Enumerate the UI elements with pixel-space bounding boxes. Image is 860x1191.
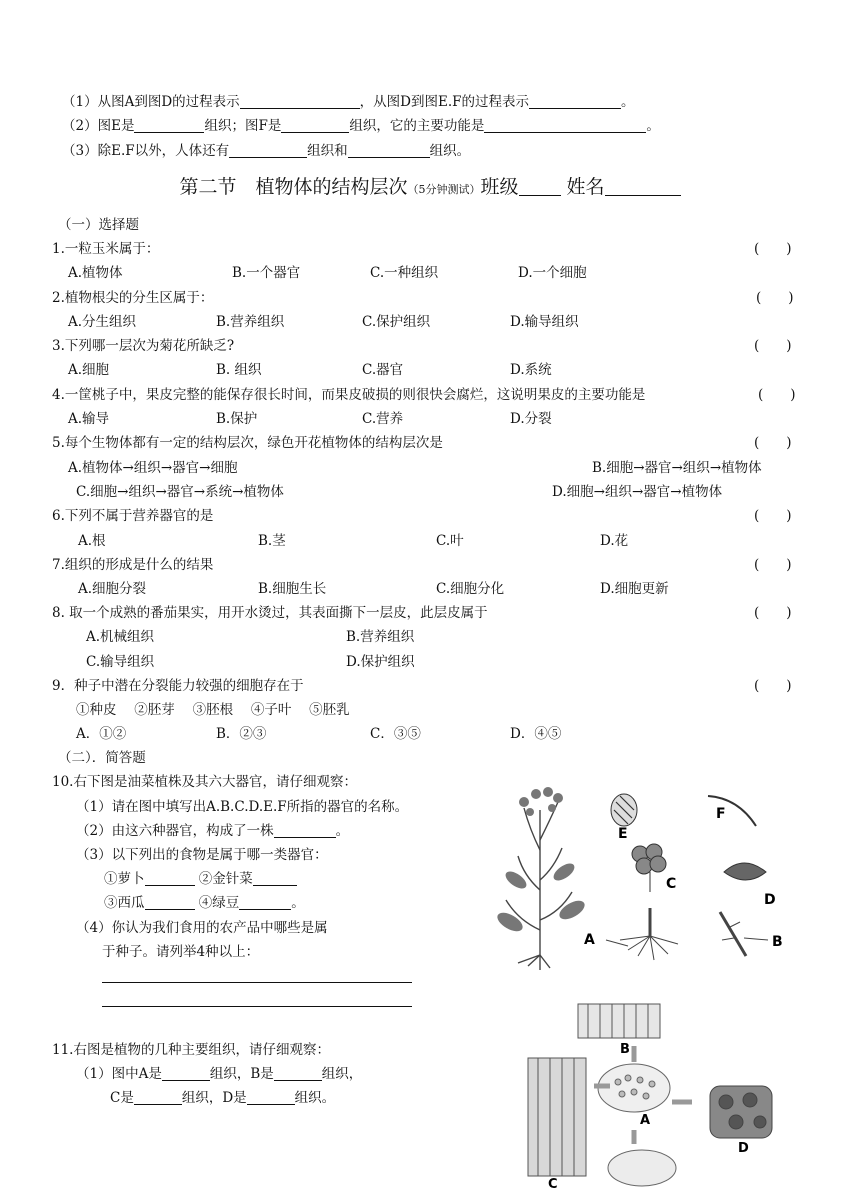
q10-sub2: （2）由这六种器官，构成了一株 。 — [76, 823, 350, 839]
label-c: C — [666, 876, 677, 892]
top-q2: （2）图E是 组织；图F是 组织，它的主要功能是 。 — [62, 118, 660, 134]
answer-paren[interactable]: ( ) — [754, 435, 792, 451]
q10-stem: 10.右下图是油菜植株及其六大器官，请仔细观察： — [52, 774, 357, 790]
option[interactable]: B.保护 — [216, 411, 258, 427]
option[interactable]: A.细胞 — [68, 362, 110, 378]
option[interactable]: D.系统 — [510, 362, 552, 378]
tissue-d-illustration — [710, 1086, 772, 1138]
option[interactable]: B.细胞→器官→组织→植物体 — [592, 460, 762, 476]
q10-sub1: （1）请在图中填写出A.B.C.D.E.F所指的器官的名称。 — [76, 799, 409, 815]
tissue-illustration — [608, 1150, 676, 1186]
organ-c-illustration — [632, 844, 666, 892]
option[interactable]: C.保护组织 — [362, 314, 431, 330]
blank[interactable] — [274, 823, 336, 838]
label-b: B — [620, 1042, 630, 1057]
option[interactable]: C.营养 — [362, 411, 404, 427]
question-stem: 2.植物根尖的分生区属于： — [52, 290, 214, 306]
option[interactable]: A.分生组织 — [68, 314, 137, 330]
option[interactable]: D.分裂 — [510, 411, 552, 427]
top-q1: （1）从图A到图D的过程表示 ，从图D到图E.F的过程表示 。 — [62, 94, 635, 110]
answer-paren[interactable]: ( ) — [754, 338, 792, 354]
blank[interactable] — [239, 895, 291, 910]
blank[interactable] — [162, 1066, 210, 1081]
blank[interactable] — [529, 94, 621, 109]
plant-tissue-figure — [522, 998, 780, 1188]
option[interactable]: B.茎 — [258, 533, 286, 549]
option[interactable]: A．①② — [76, 726, 127, 742]
tissue-b-illustration — [578, 1004, 660, 1038]
q11-stem: 11.右图是植物的几种主要组织，请仔细观察： — [52, 1042, 330, 1058]
answer-paren[interactable]: ( ) — [754, 605, 792, 621]
option[interactable]: D.细胞更新 — [600, 581, 669, 597]
blank[interactable] — [274, 1066, 322, 1081]
blank[interactable] — [348, 143, 430, 158]
blank[interactable] — [484, 118, 646, 133]
question-stem: 7.组织的形成是什么的结果 — [52, 557, 214, 573]
option[interactable]: A.输导 — [68, 411, 110, 427]
label-d: D — [764, 892, 776, 908]
label-a: A — [584, 932, 595, 948]
section-short-answer-heading: （二）．简答题 — [58, 750, 146, 766]
option[interactable]: C.器官 — [362, 362, 404, 378]
organ-d-illustration — [724, 863, 766, 880]
answer-line[interactable] — [102, 1006, 412, 1007]
option[interactable]: C.细胞分化 — [436, 581, 505, 597]
option[interactable]: D.一个细胞 — [518, 265, 587, 281]
label-f: F — [716, 806, 726, 822]
blank[interactable] — [229, 143, 307, 158]
blank[interactable] — [145, 871, 195, 886]
question-stem: 1.一粒玉米属于： — [52, 241, 160, 257]
q10-sub3: （3）以下列出的食物是属于哪一类器官： — [76, 847, 328, 863]
q10-sub4: （4）你认为我们食用的农产品中哪些是属 — [76, 920, 328, 936]
blank[interactable] — [134, 118, 204, 133]
q11-sub1: （1）图中A是 组织，B是 组织， — [76, 1066, 363, 1082]
name-blank[interactable] — [605, 177, 681, 196]
section-choice-heading: （一）选择题 — [58, 217, 139, 233]
option[interactable]: B.一个器官 — [232, 265, 301, 281]
organ-a-illustration — [606, 908, 678, 960]
option[interactable]: D.花 — [600, 533, 629, 549]
answer-paren[interactable]: ( ) — [754, 557, 792, 573]
question-stem: 6.下列不属于营养器官的是 — [52, 508, 214, 524]
blank[interactable] — [247, 1090, 295, 1105]
option[interactable]: A.植物体 — [68, 265, 123, 281]
option[interactable]: B.营养组织 — [346, 629, 415, 645]
blank[interactable] — [134, 1090, 182, 1105]
option[interactable]: B．②③ — [216, 726, 267, 742]
answer-paren[interactable]: ( ) — [756, 290, 794, 306]
option[interactable]: A.细胞分裂 — [78, 581, 147, 597]
question-stem: 9．种子中潜在分裂能力较强的细胞存在于 — [52, 678, 304, 694]
option[interactable]: A.根 — [78, 533, 106, 549]
option[interactable]: B. 组织 — [216, 362, 262, 378]
organ-b-illustration — [720, 912, 768, 956]
option[interactable]: C.输导组织 — [86, 654, 155, 670]
blank[interactable] — [281, 118, 349, 133]
label-a: A — [640, 1113, 651, 1128]
option[interactable]: B.细胞生长 — [258, 581, 327, 597]
q10-food-row2: ③西瓜 ④绿豆 。 — [104, 895, 305, 911]
label-b: B — [772, 934, 783, 950]
question-stem: 3.下列哪一层次为菊花所缺乏? — [52, 338, 235, 354]
answer-paren[interactable]: ( ) — [758, 387, 796, 403]
organ-e-illustration — [611, 794, 637, 826]
q10-sub4-cont: 于种子。请列举4种以上： — [102, 944, 260, 960]
option[interactable]: D．④⑤ — [510, 726, 562, 742]
label-c: C — [548, 1177, 558, 1188]
answer-paren[interactable]: ( ) — [754, 678, 792, 694]
option[interactable]: C.细胞→组织→器官→系统→植物体 — [76, 484, 284, 500]
blank[interactable] — [145, 895, 195, 910]
option[interactable]: A.机械组织 — [86, 629, 155, 645]
blank[interactable] — [253, 871, 297, 886]
question-stem: 5.每个生物体都有一定的结构层次，绿色开花植物体的结构层次是 — [52, 435, 443, 451]
label-d: D — [738, 1141, 749, 1156]
class-blank[interactable] — [519, 177, 561, 196]
section-title: 第二节 植物体的结构层次（5分钟测试）班级 姓名 — [0, 174, 860, 203]
top-q3: （3）除E.F以外，人体还有 组织和 组织。 — [62, 143, 471, 159]
q10-food-row1: ①萝卜 ②金针菜 — [104, 870, 297, 888]
option[interactable]: C.叶 — [436, 533, 464, 549]
option[interactable]: A.植物体→组织→器官→细胞 — [68, 460, 238, 476]
question-stem: 8. 取一个成熟的番茄果实，用开水烫过，其表面撕下一层皮，此层皮属于 — [52, 605, 488, 621]
option[interactable]: C.一种组织 — [370, 265, 439, 281]
label-e: E — [618, 826, 628, 842]
item-list: ①种皮 ②胚芽 ③胚根 ④子叶 ⑤胚乳 — [76, 702, 350, 718]
answer-paren[interactable]: ( ) — [754, 508, 792, 524]
tissue-c-illustration — [528, 1058, 586, 1176]
option[interactable]: D.细胞→组织→器官→植物体 — [552, 484, 723, 500]
option[interactable]: C．③⑤ — [370, 726, 421, 742]
answer-paren[interactable]: ( ) — [754, 241, 792, 257]
option[interactable]: D.输导组织 — [510, 314, 579, 330]
q11-sub1-cont: C是 组织，D是 组织。 — [110, 1090, 336, 1106]
option[interactable]: D.保护组织 — [346, 654, 415, 670]
question-stem: 4.一筐桃子中，果皮完整的能保存很长时间，而果皮破损的则很快会腐烂，这说明果皮的主要功能是 — [52, 387, 646, 403]
answer-line[interactable] — [102, 982, 412, 983]
option[interactable]: B.营养组织 — [216, 314, 285, 330]
blank[interactable] — [240, 94, 360, 109]
rape-plant-figure — [488, 780, 804, 970]
